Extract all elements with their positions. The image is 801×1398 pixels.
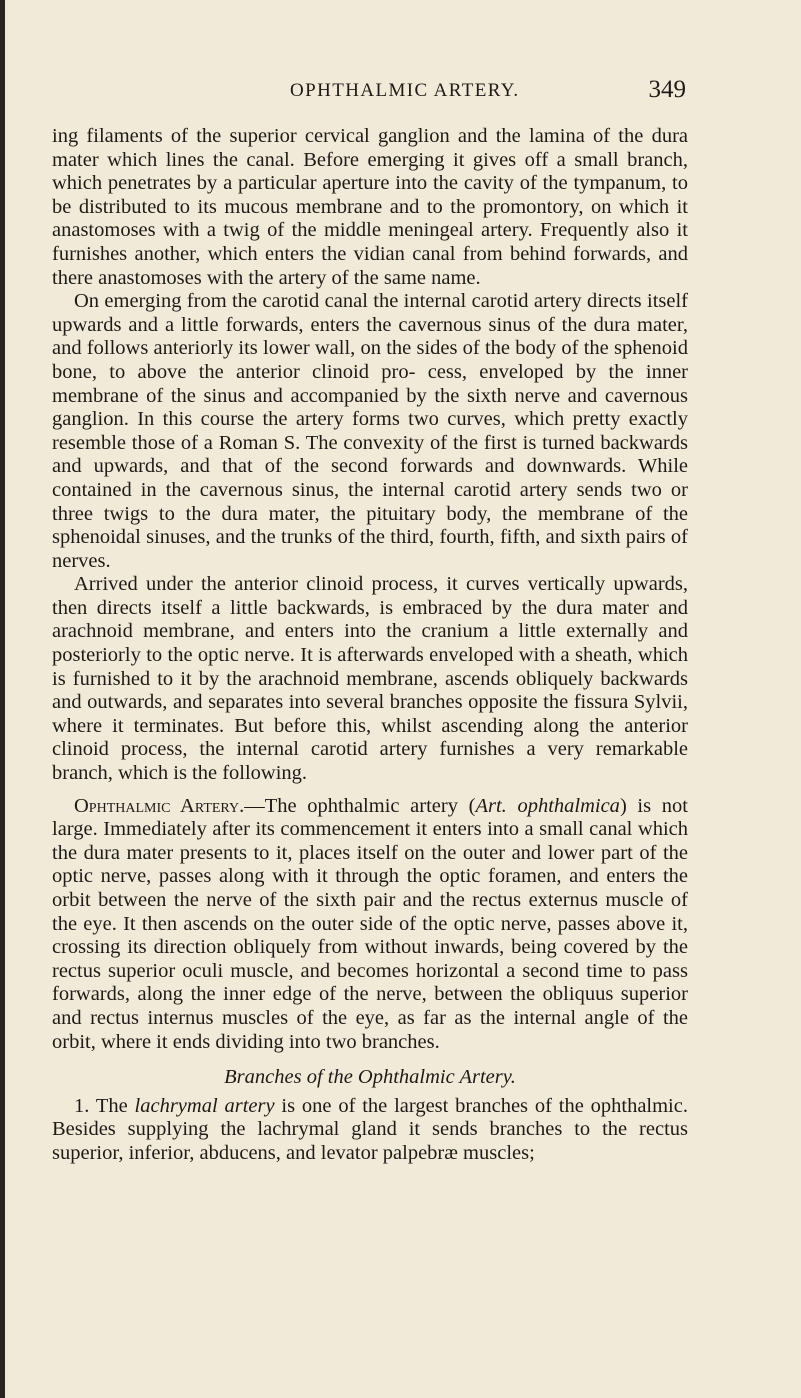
ophthalmic-text-intro: —The ophthalmic artery (: [244, 794, 476, 817]
page-edge-shadow: [0, 0, 5, 1398]
page-number: 349: [648, 76, 686, 103]
page-header: [290, 76, 686, 104]
lachrymal-text: is one of the largest branches of the ophthalmic. Besides supplying the lachrymal gland it sends branches to the rectus superior, inferior, abducens, and levator palpebræ muscles;: [52, 1094, 688, 1164]
subheading-branches: Branches of the Ophthalmic Artery.: [224, 1066, 516, 1089]
paragraph-lachrymal-artery: [52, 1095, 688, 1166]
paragraph-continuation: ing filaments of the superior cervical ganglion and the lamina of the dura mater which lines the canal. Before emerging it gives off a small branch, which penetrates by a particular aperture into the cavity of the tympanum, to be distributed to its mucous membrane and to the promontory, on which it anastomoses with a twig of the middle meningeal artery. Frequently also it furnishes another, which enters the vidian canal from behind forwards, and there anastomoses with the artery of the same name.: [52, 125, 688, 289]
paragraph-ophthalmic-artery: [52, 795, 688, 1055]
paragraph-clinoid-process: Arrived under the anterior clinoid process, it curves vertically upwards, then directs itself a little backwards, is embraced by the dura mater and arachnoid membrane, and enters into the cranium a little externally and posteriorly to the optic nerve. It is afterwards enveloped with a sheath, which is furnished to it by the arachnoid membrane, ascends obliquely backwards and outwards, and separates into several branches opposite the fissura Sylvii, where it terminates. But before this, whilst ascending along the anterior clinoid process, the internal carotid artery furnishes a very remarkable branch, which is the following.: [52, 573, 688, 785]
running-head: OPHTHALMIC ARTERY.: [290, 80, 520, 101]
paragraph-carotid-course: On emerging from the carotid canal the internal carotid artery directs itself upwards and a little forwards, enters the cavernous sinus of the dura mater, and follows anteriorly its lower wall, on the sides of the body of the sphenoid bone, to above the anterior clinoid pro- cess, enveloped by the inner membrane of the sinus and accompanied by the sixth nerve and cavernous ganglion. In this course the artery forms two curves, which pretty exactly resemble those of a Roman S. The convexity of the first is turned backwards and upwards, and that of the second forwards and downwards. While contained in the cavernous sinus, the internal carotid artery sends two or three twigs to the dura mater, the pituitary body, the membrane of the sphenoidal sinuses, and the trunks of the third, fourth, fifth, and sixth pairs of nerves.: [52, 290, 688, 572]
term-lachrymal-artery: lachrymal artery: [134, 1094, 275, 1117]
ophthalmic-text-body: ) is not large. Immediately after its commencement it enters into a small canal which the dura mater presents to it, places itself on the outer and lower part of the optic nerve, passes along with it through the optic foramen, and enters the orbit between the nerve of the sixth pair and the rectus externus muscle of the eye. It then ascends on the outer side of the optic nerve, passes above it, crossing its direction obliquely from without inwards, being covered by the rectus superior oculi muscle, and becomes horizontal a second time to pass forwards, along the inner edge of the nerve, between the obliquus superior and rectus internus muscles of the eye, as far as the internal angle of the orbit, where it ends dividing into two branches.: [52, 794, 688, 1053]
section-lead-ophthalmic-artery: Ophthalmic Artery.: [74, 794, 245, 817]
list-number: 1. The: [74, 1094, 135, 1117]
body-text: [52, 125, 688, 1166]
latin-term: Art. ophthalmica: [475, 794, 620, 817]
